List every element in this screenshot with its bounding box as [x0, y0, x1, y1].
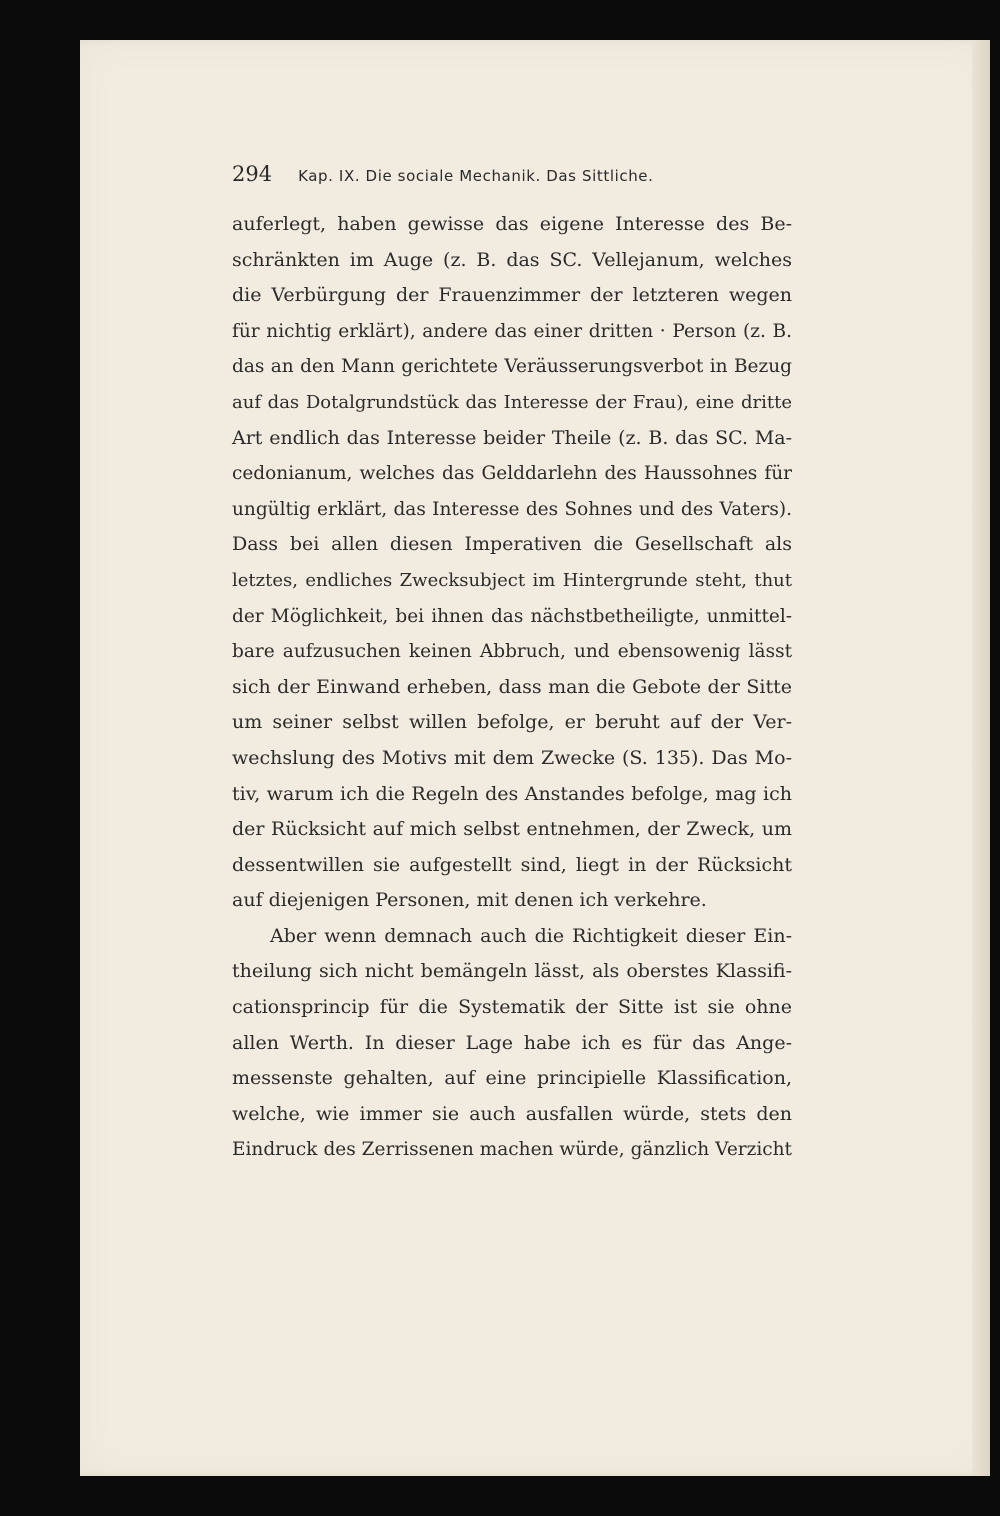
text-line: für nichtig erklärt), andere das einer dritten · Person (z. B. — [232, 320, 792, 342]
text-line: um seiner selbst willen befolge, er beruht auf der Ver- — [232, 711, 792, 734]
text-line: das an den Mann gerichtete Veräusserungsverbot in Bezug — [232, 356, 792, 378]
text-line: der Rücksicht auf mich selbst entnehmen, der Zweck, um — [232, 818, 792, 841]
text-line: dessentwillen sie aufgestellt sind, liegt in der Rücksicht — [232, 853, 792, 876]
body-text — [232, 207, 792, 1168]
page-edge — [972, 40, 990, 1476]
text-line: cationsprincip für die Systematik der Sitte ist sie ohne — [232, 996, 792, 1019]
text-line: letztes, endliches Zwecksubject im Hintergrunde steht, thut — [232, 569, 792, 591]
text-line: Art endlich das Interesse beider Theile (z. B. das SC. Ma- — [232, 426, 792, 449]
text-line: auf diejenigen Personen, mit denen ich verkehre. — [232, 889, 707, 912]
text-line: auferlegt, haben gewisse das eigene Interesse des Be- — [232, 213, 792, 235]
text-line: sich der Einwand erheben, dass man die Gebote der Sitte — [232, 675, 792, 698]
text-line: Dass bei allen diesen Imperativen die Gesellschaft als — [232, 533, 792, 556]
page-number: 294 — [232, 162, 273, 186]
text-line: Aber wenn demnach auch die Richtigkeit dieser Ein- — [270, 924, 792, 947]
text-line: schränkten im Auge (z. B. das SC. Vellejanum, welches — [232, 248, 792, 271]
running-head: Kap. IX. Die sociale Mechanik. Das Sittliche. — [298, 167, 654, 185]
text-line: welche, wie immer sie auch ausfallen würde, stets den — [232, 1102, 792, 1125]
text-line: allen Werth. In dieser Lage habe ich es für das Ange- — [232, 1031, 792, 1054]
text-line: wechslung des Motivs mit dem Zwecke (S. 135). Das Mo- — [232, 746, 792, 769]
text-line: messenste gehalten, auf eine principielle Klassification, — [232, 1067, 792, 1090]
text-line: cedonianum, welches das Gelddarlehn des Haussohnes für — [232, 463, 792, 485]
text-line: ungültig erklärt, das Interesse des Sohnes und des Vaters). — [232, 498, 792, 520]
text-line: auf das Dotalgrundstück das Interesse der Frau), eine dritte — [232, 391, 792, 413]
text-line: tiv, warum ich die Regeln des Anstandes befolge, mag ich — [232, 782, 792, 805]
page-header — [232, 162, 792, 186]
text-line: bare aufzusuchen keinen Abbruch, und ebensowenig lässt — [232, 641, 792, 663]
text-line: Eindruck des Zerrissenen machen würde, gänzlich Verzicht — [232, 1139, 792, 1161]
text-line: der Möglichkeit, bei ihnen das nächstbetheiligte, unmittel- — [232, 605, 792, 627]
text-line: theilung sich nicht bemängeln lässt, als oberstes Klassifi- — [232, 960, 792, 983]
text-line: die Verbürgung der Frauenzimmer der letzteren wegen — [232, 284, 792, 307]
